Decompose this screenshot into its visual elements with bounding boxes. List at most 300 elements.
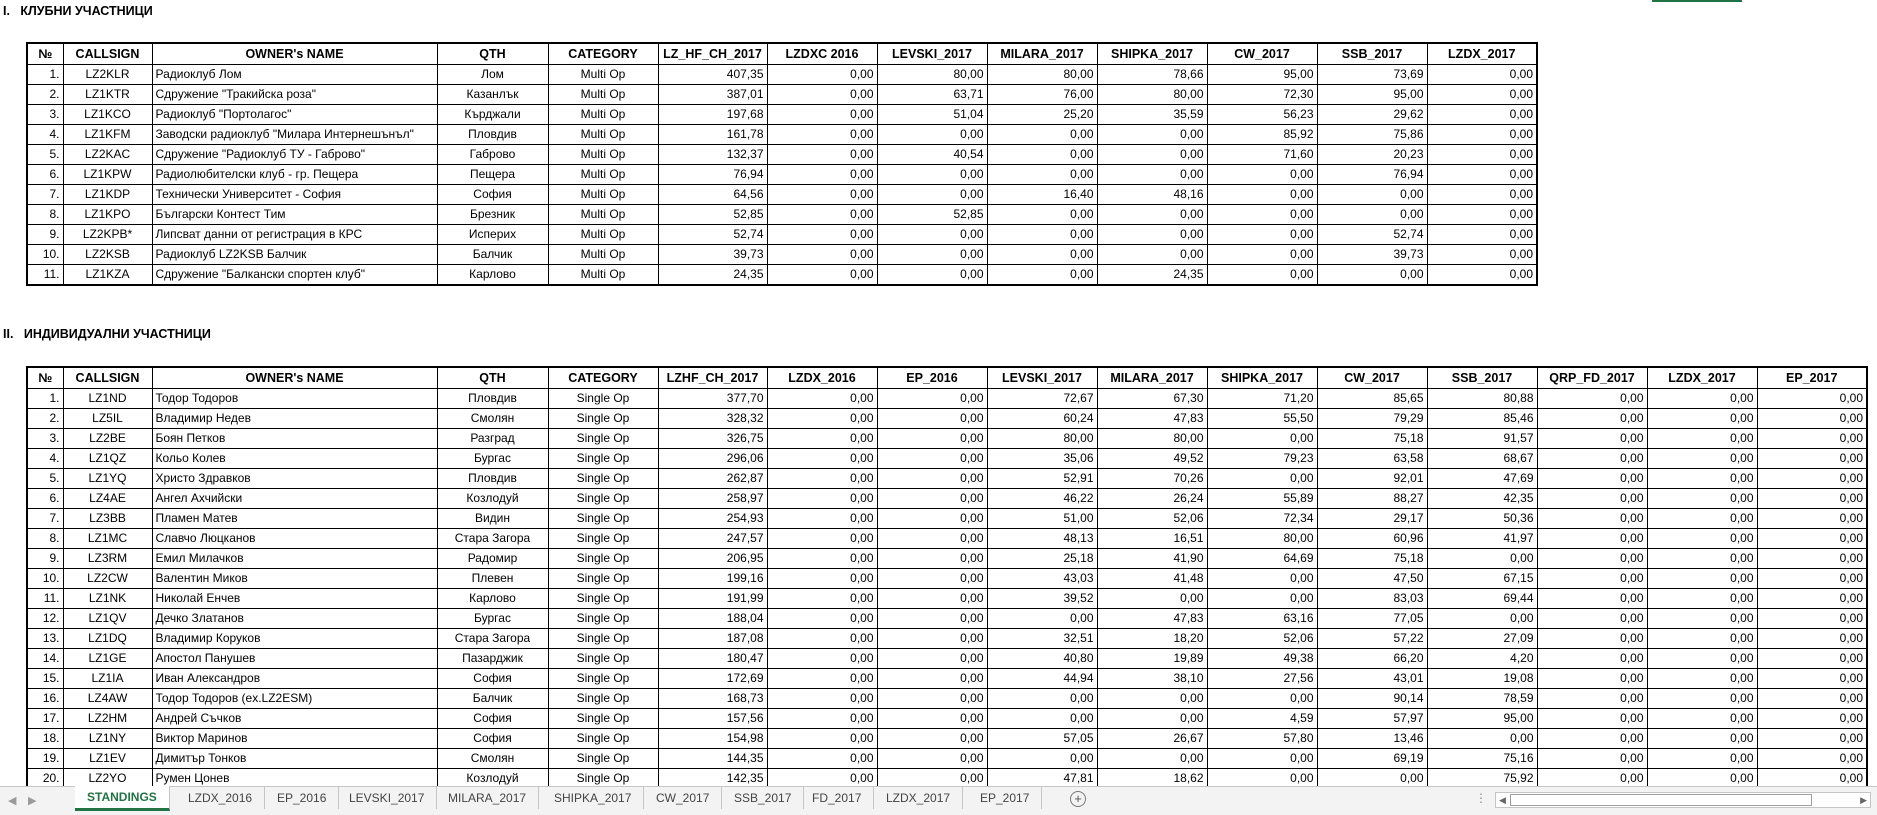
table-cell[interactable]: 17. xyxy=(27,709,63,729)
table-cell[interactable]: 68,67 xyxy=(1427,449,1537,469)
table-cell[interactable]: Валентин Миков xyxy=(152,569,437,589)
table-cell[interactable]: LZ1KDP xyxy=(63,185,152,205)
more-options-icon[interactable]: ⋮ xyxy=(1475,791,1487,805)
table-cell[interactable]: 0,00 xyxy=(1647,669,1757,689)
table-cell[interactable]: 27,56 xyxy=(1207,669,1317,689)
table-cell[interactable]: 67,15 xyxy=(1427,569,1537,589)
table-cell[interactable]: Радомир xyxy=(437,549,548,569)
table-cell[interactable]: 0,00 xyxy=(1757,469,1867,489)
table-cell[interactable]: 0,00 xyxy=(1427,205,1537,225)
table-cell[interactable]: 2. xyxy=(27,85,63,105)
table-cell[interactable]: 4,59 xyxy=(1207,709,1317,729)
table-cell[interactable]: 51,04 xyxy=(877,105,987,125)
table-cell[interactable]: 0,00 xyxy=(1647,629,1757,649)
table-cell[interactable]: 0,00 xyxy=(877,225,987,245)
table-cell[interactable]: 6. xyxy=(27,489,63,509)
sheet-tab[interactable]: SHIPKA_2017 xyxy=(542,787,644,809)
table-cell[interactable]: 0,00 xyxy=(1647,649,1757,669)
table-cell[interactable]: 48,13 xyxy=(987,529,1097,549)
table-cell[interactable]: 8. xyxy=(27,529,63,549)
table-cell[interactable]: Емил Милачков xyxy=(152,549,437,569)
table-cell[interactable]: Плевен xyxy=(437,569,548,589)
table-cell[interactable]: 0,00 xyxy=(1427,245,1537,265)
table-cell[interactable]: Видин xyxy=(437,509,548,529)
table-cell[interactable]: София xyxy=(437,669,548,689)
table-cell[interactable]: 0,00 xyxy=(1427,729,1537,749)
table-cell[interactable]: 0,00 xyxy=(1537,509,1647,529)
table-cell[interactable]: LZ2BE xyxy=(63,429,152,449)
table-cell[interactable]: 76,94 xyxy=(1317,165,1427,185)
table-cell[interactable]: Технически Университет - София xyxy=(152,185,437,205)
table-cell[interactable]: 0,00 xyxy=(877,689,987,709)
table-cell[interactable]: 63,58 xyxy=(1317,449,1427,469)
table-cell[interactable]: 0,00 xyxy=(987,749,1097,769)
table-cell[interactable]: Single Op xyxy=(548,449,658,469)
table-cell[interactable]: LZ3BB xyxy=(63,509,152,529)
table-cell[interactable]: 0,00 xyxy=(987,125,1097,145)
table-cell[interactable]: 0,00 xyxy=(1427,609,1537,629)
table-cell[interactable]: 75,16 xyxy=(1427,749,1537,769)
table-cell[interactable]: 157,56 xyxy=(658,709,767,729)
table-cell[interactable]: 4. xyxy=(27,449,63,469)
column-header[interactable]: QRP_FD_2017 xyxy=(1537,367,1647,389)
table-cell[interactable]: 0,00 xyxy=(1647,689,1757,709)
sheet-tab[interactable]: EP_2017 xyxy=(968,787,1042,809)
table-cell[interactable]: 0,00 xyxy=(1647,709,1757,729)
table-cell[interactable]: 9. xyxy=(27,549,63,569)
table-cell[interactable]: Димитър Тонков xyxy=(152,749,437,769)
table-cell[interactable]: 0,00 xyxy=(767,629,877,649)
table-cell[interactable]: Балчик xyxy=(437,245,548,265)
sheet-tab[interactable]: CW_2017 xyxy=(644,787,722,809)
table-cell[interactable]: 72,34 xyxy=(1207,509,1317,529)
table-cell[interactable]: 6. xyxy=(27,165,63,185)
table-cell[interactable]: 0,00 xyxy=(877,469,987,489)
table-cell[interactable]: 57,22 xyxy=(1317,629,1427,649)
table-cell[interactable]: Single Op xyxy=(548,529,658,549)
table-cell[interactable]: 0,00 xyxy=(1427,145,1537,165)
table-cell[interactable]: 0,00 xyxy=(1207,469,1317,489)
table-cell[interactable]: 72,67 xyxy=(987,389,1097,409)
table-cell[interactable]: LZ1IA xyxy=(63,669,152,689)
table-cell[interactable]: 12. xyxy=(27,609,63,629)
table-cell[interactable]: Стара Загора xyxy=(437,629,548,649)
table-cell[interactable]: 142,35 xyxy=(658,769,767,787)
table-cell[interactable]: 0,00 xyxy=(987,689,1097,709)
table-cell[interactable]: 8. xyxy=(27,205,63,225)
table-cell[interactable]: LZ1KCO xyxy=(63,105,152,125)
table-cell[interactable]: 0,00 xyxy=(1647,489,1757,509)
table-cell[interactable]: 0,00 xyxy=(987,225,1097,245)
table-cell[interactable]: 95,00 xyxy=(1427,709,1537,729)
table-cell[interactable]: 51,00 xyxy=(987,509,1097,529)
table-cell[interactable]: 0,00 xyxy=(877,649,987,669)
scroll-left-icon[interactable]: ◀ xyxy=(1499,795,1506,805)
column-header[interactable]: LEVSKI_2017 xyxy=(877,43,987,65)
table-cell[interactable]: 0,00 xyxy=(767,749,877,769)
table-cell[interactable]: 0,00 xyxy=(1537,689,1647,709)
table-cell[interactable]: 18,62 xyxy=(1097,769,1207,787)
table-cell[interactable]: Исперих xyxy=(437,225,548,245)
table-cell[interactable]: 95,00 xyxy=(1317,85,1427,105)
table-cell[interactable]: 0,00 xyxy=(1537,589,1647,609)
table-cell[interactable]: Single Op xyxy=(548,749,658,769)
table-cell[interactable]: 262,87 xyxy=(658,469,767,489)
table-cell[interactable]: Single Op xyxy=(548,709,658,729)
table-cell[interactable]: 0,00 xyxy=(877,185,987,205)
table-cell[interactable]: Заводски радиоклуб "Милара Интернешънъл" xyxy=(152,125,437,145)
table-cell[interactable]: 0,00 xyxy=(1427,165,1537,185)
table-cell[interactable]: 83,03 xyxy=(1317,589,1427,609)
sheet-tab[interactable]: SSB_2017 xyxy=(722,787,804,809)
table-cell[interactable]: Пещера xyxy=(437,165,548,185)
table-cell[interactable]: 27,09 xyxy=(1427,629,1537,649)
table-cell[interactable]: Радиоклуб Лом xyxy=(152,65,437,85)
table-cell[interactable]: Балчик xyxy=(437,689,548,709)
table-cell[interactable]: 39,52 xyxy=(987,589,1097,609)
table-cell[interactable]: 0,00 xyxy=(1757,489,1867,509)
table-cell[interactable]: 0,00 xyxy=(1647,749,1757,769)
table-cell[interactable]: 0,00 xyxy=(1757,609,1867,629)
table-cell[interactable]: 0,00 xyxy=(987,609,1097,629)
table-cell[interactable]: 13. xyxy=(27,629,63,649)
table-cell[interactable]: 0,00 xyxy=(1757,509,1867,529)
table-cell[interactable]: 0,00 xyxy=(1097,749,1207,769)
table-cell[interactable]: 57,05 xyxy=(987,729,1097,749)
table-cell[interactable]: Single Op xyxy=(548,589,658,609)
table-cell[interactable]: Пламен Матев xyxy=(152,509,437,529)
table-cell[interactable]: 71,20 xyxy=(1207,389,1317,409)
table-cell[interactable]: 52,06 xyxy=(1207,629,1317,649)
sheet-tab[interactable]: LZDX_2016 xyxy=(176,787,265,809)
table-cell[interactable]: 41,90 xyxy=(1097,549,1207,569)
table-cell[interactable]: 0,00 xyxy=(767,609,877,629)
table-cell[interactable]: 85,46 xyxy=(1427,409,1537,429)
table-cell[interactable]: 0,00 xyxy=(1757,429,1867,449)
table-cell[interactable]: 47,69 xyxy=(1427,469,1537,489)
table-cell[interactable]: 77,05 xyxy=(1317,609,1427,629)
column-header[interactable]: QTH xyxy=(437,43,548,65)
table-cell[interactable]: 49,38 xyxy=(1207,649,1317,669)
table-cell[interactable]: 0,00 xyxy=(1537,549,1647,569)
table-cell[interactable]: 14. xyxy=(27,649,63,669)
table-cell[interactable]: Single Op xyxy=(548,389,658,409)
table-cell[interactable]: 57,97 xyxy=(1317,709,1427,729)
table-cell[interactable]: Пазарджик xyxy=(437,649,548,669)
table-cell[interactable]: 73,69 xyxy=(1317,65,1427,85)
sheet-tab[interactable]: LZDX_2017 xyxy=(874,787,963,809)
table-cell[interactable]: 47,83 xyxy=(1097,609,1207,629)
table-cell[interactable]: 63,16 xyxy=(1207,609,1317,629)
table-cell[interactable]: Липсват данни от регистрация в КРС xyxy=(152,225,437,245)
table-cell[interactable]: 0,00 xyxy=(1097,165,1207,185)
column-header[interactable]: LZDX_2017 xyxy=(1647,367,1757,389)
table-cell[interactable]: 35,06 xyxy=(987,449,1097,469)
table-cell[interactable]: 168,73 xyxy=(658,689,767,709)
table-cell[interactable]: 0,00 xyxy=(877,729,987,749)
table-cell[interactable]: Румен Цонев xyxy=(152,769,437,787)
table-cell[interactable]: LZ2KAC xyxy=(63,145,152,165)
table-cell[interactable]: 0,00 xyxy=(1757,689,1867,709)
table-cell[interactable]: 0,00 xyxy=(1427,225,1537,245)
table-cell[interactable]: 75,92 xyxy=(1427,769,1537,787)
column-header[interactable]: LZ_HF_CH_2017 xyxy=(658,43,767,65)
table-cell[interactable]: 0,00 xyxy=(1647,509,1757,529)
table-cell[interactable]: Пловдив xyxy=(437,389,548,409)
table-cell[interactable]: Стара Загора xyxy=(437,529,548,549)
table-cell[interactable]: 46,22 xyxy=(987,489,1097,509)
table-cell[interactable]: 0,00 xyxy=(767,85,877,105)
table-cell[interactable]: LZ1ND xyxy=(63,389,152,409)
table-cell[interactable]: 0,00 xyxy=(1647,569,1757,589)
table-cell[interactable]: Тодор Тодоров xyxy=(152,389,437,409)
scrollbar-thumb[interactable] xyxy=(1510,794,1812,806)
sheet-tab[interactable]: STANDINGS xyxy=(75,786,170,811)
table-cell[interactable]: LZ2KSB xyxy=(63,245,152,265)
table-cell[interactable]: 132,37 xyxy=(658,145,767,165)
table-cell[interactable]: 2. xyxy=(27,409,63,429)
table-cell[interactable]: 29,17 xyxy=(1317,509,1427,529)
add-sheet-icon[interactable]: + xyxy=(1070,791,1086,807)
table-cell[interactable]: 39,73 xyxy=(1317,245,1427,265)
column-header[interactable]: SHIPKA_2017 xyxy=(1097,43,1207,65)
table-cell[interactable]: 0,00 xyxy=(877,489,987,509)
table-cell[interactable]: 42,35 xyxy=(1427,489,1537,509)
table-cell[interactable]: 75,18 xyxy=(1317,429,1427,449)
table-cell[interactable]: 0,00 xyxy=(1097,125,1207,145)
table-cell[interactable]: 47,50 xyxy=(1317,569,1427,589)
table-cell[interactable]: 0,00 xyxy=(877,429,987,449)
table-cell[interactable]: Бургас xyxy=(437,449,548,469)
table-cell[interactable]: Лом xyxy=(437,65,548,85)
table-cell[interactable]: 7. xyxy=(27,185,63,205)
table-cell[interactable]: 258,97 xyxy=(658,489,767,509)
table-cell[interactable]: 0,00 xyxy=(1317,205,1427,225)
column-header[interactable]: SSB_2017 xyxy=(1427,367,1537,389)
table-cell[interactable]: 75,86 xyxy=(1317,125,1427,145)
table-cell[interactable]: 0,00 xyxy=(877,529,987,549)
table-cell[interactable]: LZ1KPW xyxy=(63,165,152,185)
table-cell[interactable]: 52,85 xyxy=(658,205,767,225)
column-header[interactable]: LZDX_2017 xyxy=(1427,43,1537,65)
next-sheet-icon[interactable]: ▶ xyxy=(28,795,37,807)
table-cell[interactable]: 407,35 xyxy=(658,65,767,85)
table-cell[interactable]: 0,00 xyxy=(1537,389,1647,409)
table-cell[interactable]: LZ1EV xyxy=(63,749,152,769)
table-cell[interactable]: 0,00 xyxy=(767,185,877,205)
table-cell[interactable]: 0,00 xyxy=(767,709,877,729)
table-cell[interactable]: 0,00 xyxy=(987,265,1097,286)
table-cell[interactable]: 80,00 xyxy=(1097,429,1207,449)
table-cell[interactable]: 19,89 xyxy=(1097,649,1207,669)
table-cell[interactable]: 0,00 xyxy=(1537,709,1647,729)
table-cell[interactable]: Multi Op xyxy=(548,225,658,245)
table-cell[interactable]: 5. xyxy=(27,145,63,165)
table-cell[interactable]: 0,00 xyxy=(767,225,877,245)
table-cell[interactable]: 0,00 xyxy=(1537,729,1647,749)
table-cell[interactable]: 52,85 xyxy=(877,205,987,225)
table-cell[interactable]: Пловдив xyxy=(437,469,548,489)
table-cell[interactable]: Multi Op xyxy=(548,85,658,105)
sheet-tab[interactable]: LEVSKI_2017 xyxy=(337,787,437,809)
table-cell[interactable]: 20. xyxy=(27,769,63,787)
column-header[interactable]: OWNER's NAME xyxy=(152,43,437,65)
table-cell[interactable]: Николай Енчев xyxy=(152,589,437,609)
table-cell[interactable]: 144,35 xyxy=(658,749,767,769)
column-header[interactable]: MILARA_2017 xyxy=(1097,367,1207,389)
table-cell[interactable]: Сдружение "Тракийска роза" xyxy=(152,85,437,105)
table-cell[interactable]: 49,52 xyxy=(1097,449,1207,469)
table-cell[interactable]: 0,00 xyxy=(1207,225,1317,245)
column-header[interactable]: SHIPKA_2017 xyxy=(1207,367,1317,389)
table-cell[interactable]: 16,40 xyxy=(987,185,1097,205)
table-cell[interactable]: 0,00 xyxy=(1427,185,1537,205)
table-cell[interactable]: 88,27 xyxy=(1317,489,1427,509)
table-cell[interactable]: 0,00 xyxy=(1207,769,1317,787)
table-cell[interactable]: 26,67 xyxy=(1097,729,1207,749)
table-cell[interactable]: 0,00 xyxy=(767,649,877,669)
table-cell[interactable]: 57,80 xyxy=(1207,729,1317,749)
table-cell[interactable]: Бургас xyxy=(437,609,548,629)
table-cell[interactable]: Single Op xyxy=(548,429,658,449)
table-cell[interactable]: 0,00 xyxy=(1647,609,1757,629)
table-cell[interactable]: 11. xyxy=(27,589,63,609)
table-cell[interactable]: 0,00 xyxy=(1427,125,1537,145)
table-cell[interactable]: 0,00 xyxy=(1207,429,1317,449)
table-cell[interactable]: 0,00 xyxy=(1427,265,1537,286)
table-cell[interactable]: 52,74 xyxy=(1317,225,1427,245)
table-cell[interactable]: Multi Op xyxy=(548,265,658,286)
table-cell[interactable]: LZ1NK xyxy=(63,589,152,609)
table-cell[interactable]: 25,18 xyxy=(987,549,1097,569)
table-cell[interactable]: 377,70 xyxy=(658,389,767,409)
table-cell[interactable]: Христо Здравков xyxy=(152,469,437,489)
table-cell[interactable]: 0,00 xyxy=(1537,409,1647,429)
table-cell[interactable]: 90,14 xyxy=(1317,689,1427,709)
table-cell[interactable]: 0,00 xyxy=(1757,529,1867,549)
table-cell[interactable]: 0,00 xyxy=(1537,629,1647,649)
table-cell[interactable]: 16,51 xyxy=(1097,529,1207,549)
table-cell[interactable]: 180,47 xyxy=(658,649,767,669)
column-header[interactable]: CALLSIGN xyxy=(63,43,152,65)
table-cell[interactable]: 0,00 xyxy=(1757,629,1867,649)
table-cell[interactable]: LZ1YQ xyxy=(63,469,152,489)
table-cell[interactable]: 0,00 xyxy=(877,165,987,185)
table-cell[interactable]: 25,20 xyxy=(987,105,1097,125)
table-cell[interactable]: 13,46 xyxy=(1317,729,1427,749)
table-cell[interactable]: София xyxy=(437,709,548,729)
table-cell[interactable]: София xyxy=(437,185,548,205)
table-cell[interactable]: Радиоклуб "Портолагос" xyxy=(152,105,437,125)
table-cell[interactable]: 0,00 xyxy=(987,205,1097,225)
table-cell[interactable]: Виктор Маринов xyxy=(152,729,437,749)
column-header[interactable]: CW_2017 xyxy=(1207,43,1317,65)
table-cell[interactable]: 154,98 xyxy=(658,729,767,749)
table-cell[interactable]: 29,62 xyxy=(1317,105,1427,125)
table-cell[interactable]: 0,00 xyxy=(1537,569,1647,589)
table-cell[interactable]: Single Op xyxy=(548,469,658,489)
table-cell[interactable]: 41,97 xyxy=(1427,529,1537,549)
table-cell[interactable]: Козлодуй xyxy=(437,769,548,787)
table-cell[interactable]: LZ3RM xyxy=(63,549,152,569)
table-cell[interactable]: 0,00 xyxy=(1537,749,1647,769)
table-cell[interactable]: 43,01 xyxy=(1317,669,1427,689)
table-cell[interactable]: 40,54 xyxy=(877,145,987,165)
table-cell[interactable]: Multi Op xyxy=(548,165,658,185)
table-cell[interactable]: 38,10 xyxy=(1097,669,1207,689)
table-cell[interactable]: 3. xyxy=(27,105,63,125)
table-cell[interactable]: София xyxy=(437,729,548,749)
table-cell[interactable]: 328,32 xyxy=(658,409,767,429)
table-cell[interactable]: 0,00 xyxy=(1537,769,1647,787)
table-cell[interactable]: 4. xyxy=(27,125,63,145)
table-cell[interactable]: 35,59 xyxy=(1097,105,1207,125)
table-cell[interactable]: Multi Op xyxy=(548,145,658,165)
table-cell[interactable]: 0,00 xyxy=(1647,549,1757,569)
table-cell[interactable]: 0,00 xyxy=(1647,529,1757,549)
column-header[interactable]: LZHF_CH_2017 xyxy=(658,367,767,389)
table-cell[interactable]: Смолян xyxy=(437,749,548,769)
table-cell[interactable]: 20,23 xyxy=(1317,145,1427,165)
table-cell[interactable]: 92,01 xyxy=(1317,469,1427,489)
table-cell[interactable]: 41,48 xyxy=(1097,569,1207,589)
table-cell[interactable]: 0,00 xyxy=(987,165,1097,185)
column-header[interactable]: EP_2016 xyxy=(877,367,987,389)
table-cell[interactable]: 56,23 xyxy=(1207,105,1317,125)
table-cell[interactable]: 0,00 xyxy=(1097,689,1207,709)
table-cell[interactable]: 1. xyxy=(27,65,63,85)
prev-sheet-icon[interactable]: ◀ xyxy=(8,795,17,807)
table-cell[interactable]: 0,00 xyxy=(1647,429,1757,449)
table-cell[interactable]: 64,69 xyxy=(1207,549,1317,569)
table-cell[interactable]: 0,00 xyxy=(1207,689,1317,709)
scroll-right-icon[interactable]: ▶ xyxy=(1860,795,1867,805)
table-cell[interactable]: Сдружение "Радиоклуб ТУ - Габрово" xyxy=(152,145,437,165)
table-cell[interactable]: 0,00 xyxy=(767,205,877,225)
table-cell[interactable]: 0,00 xyxy=(877,769,987,787)
table-cell[interactable]: 326,75 xyxy=(658,429,767,449)
table-cell[interactable]: 0,00 xyxy=(767,389,877,409)
table-cell[interactable]: 0,00 xyxy=(767,549,877,569)
table-cell[interactable]: LZ2YO xyxy=(63,769,152,787)
column-header[interactable]: № xyxy=(27,43,63,65)
table-cell[interactable]: Single Op xyxy=(548,509,658,529)
table-cell[interactable]: 11. xyxy=(27,265,63,286)
table-cell[interactable]: 0,00 xyxy=(877,709,987,729)
table-cell[interactable]: 0,00 xyxy=(1757,769,1867,787)
table-cell[interactable]: 91,57 xyxy=(1427,429,1537,449)
table-cell[interactable]: 0,00 xyxy=(877,245,987,265)
table-cell[interactable]: 0,00 xyxy=(1427,65,1537,85)
table-cell[interactable]: 55,50 xyxy=(1207,409,1317,429)
table-cell[interactable]: 15. xyxy=(27,669,63,689)
table-cell[interactable]: Владимир Недев xyxy=(152,409,437,429)
table-cell[interactable]: 0,00 xyxy=(987,145,1097,165)
table-cell[interactable]: 18,20 xyxy=(1097,629,1207,649)
table-cell[interactable]: 0,00 xyxy=(1207,205,1317,225)
table-cell[interactable]: Single Op xyxy=(548,549,658,569)
table-cell[interactable]: 0,00 xyxy=(1427,105,1537,125)
table-cell[interactable]: 18. xyxy=(27,729,63,749)
table-cell[interactable]: Single Op xyxy=(548,689,658,709)
table-cell[interactable]: 0,00 xyxy=(1647,769,1757,787)
table-cell[interactable]: 0,00 xyxy=(1097,589,1207,609)
table-cell[interactable]: 0,00 xyxy=(1647,469,1757,489)
table-cell[interactable]: 0,00 xyxy=(877,669,987,689)
table-cell[interactable]: 0,00 xyxy=(1207,749,1317,769)
table-cell[interactable]: 76,94 xyxy=(658,165,767,185)
table-cell[interactable]: 67,30 xyxy=(1097,389,1207,409)
